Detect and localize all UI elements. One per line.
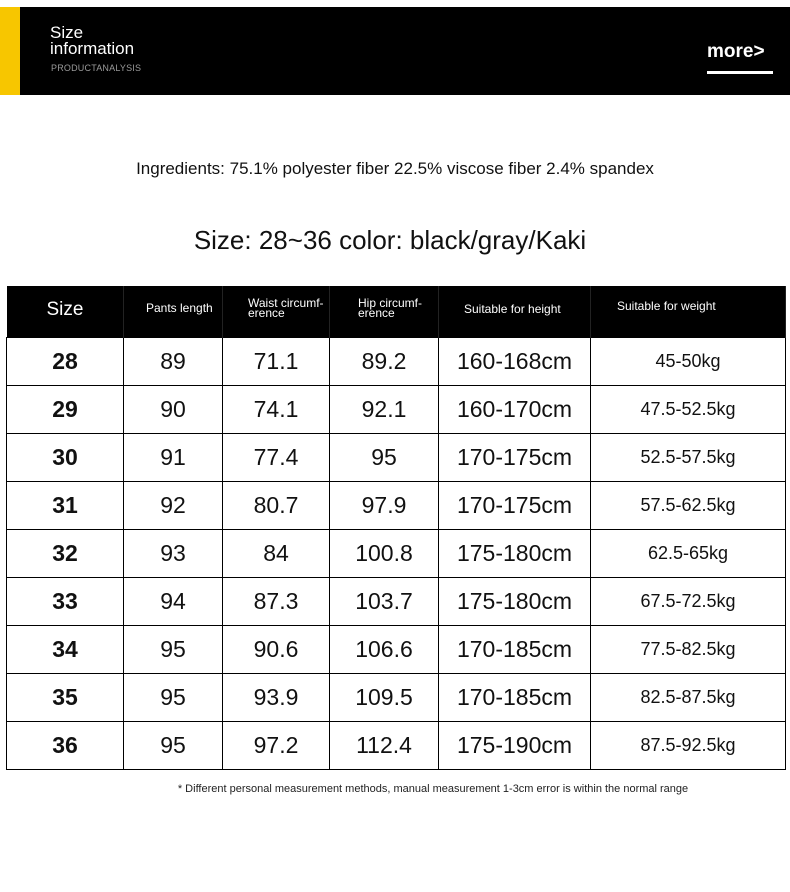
size-color-text: Size: 28~36 color: black/gray/Kaki <box>193 225 587 255</box>
table-cell: 175-180cm <box>439 578 591 626</box>
table-cell: 94 <box>124 578 223 626</box>
table-cell: 84 <box>223 530 330 578</box>
table-cell: 34 <box>7 626 124 674</box>
table-row <box>7 722 786 770</box>
table-cell: 93.9 <box>223 674 330 722</box>
column-header-label: Suitable for height <box>464 302 561 316</box>
banner-subtitle: PRODUCTANALYSIS <box>51 63 142 73</box>
table-cell: 80.7 <box>223 482 330 530</box>
table-cell: 95 <box>124 674 223 722</box>
measurement-note: * Different personal measurement methods, manual measurement 1-3cm error is within the normal range <box>177 783 689 795</box>
table-cell: 67.5-72.5kg <box>591 578 786 626</box>
column-header-label: Pants length <box>146 301 213 315</box>
table-cell: 91 <box>124 434 223 482</box>
table-cell: 52.5-57.5kg <box>591 434 786 482</box>
table-row <box>7 434 786 482</box>
column-header-label: Waist circumf-erence <box>248 296 324 320</box>
table-cell: 170-185cm <box>439 674 591 722</box>
table-cell: 71.1 <box>223 338 330 386</box>
size-table <box>6 286 786 770</box>
table-cell: 57.5-62.5kg <box>591 482 786 530</box>
table-cell: 92.1 <box>330 386 439 434</box>
banner-title: Size information <box>50 23 135 58</box>
column-header-label: Suitable for weight <box>617 299 716 313</box>
column-header <box>124 286 223 338</box>
table-cell: 175-190cm <box>439 722 591 770</box>
table-cell: 74.1 <box>223 386 330 434</box>
table-cell: 97.9 <box>330 482 439 530</box>
column-header <box>7 286 124 338</box>
table-cell: 160-170cm <box>439 386 591 434</box>
table-cell: 89.2 <box>330 338 439 386</box>
table-cell: 93 <box>124 530 223 578</box>
table-cell: 170-175cm <box>439 434 591 482</box>
table-cell: 35 <box>7 674 124 722</box>
table-row <box>7 578 786 626</box>
table-cell: 87.3 <box>223 578 330 626</box>
table-cell: 31 <box>7 482 124 530</box>
more-link[interactable]: more> <box>707 41 765 62</box>
table-cell: 45-50kg <box>591 338 786 386</box>
table-cell: 32 <box>7 530 124 578</box>
table-cell: 82.5-87.5kg <box>591 674 786 722</box>
table-cell: 170-175cm <box>439 482 591 530</box>
table-cell: 33 <box>7 578 124 626</box>
accent-bar <box>0 7 20 95</box>
table-cell: 95 <box>330 434 439 482</box>
table-cell: 170-185cm <box>439 626 591 674</box>
table-cell: 100.8 <box>330 530 439 578</box>
table-cell: 160-168cm <box>439 338 591 386</box>
table-cell: 109.5 <box>330 674 439 722</box>
table-cell: 36 <box>7 722 124 770</box>
table-row <box>7 338 786 386</box>
table-cell: 95 <box>124 626 223 674</box>
header-banner <box>0 7 790 95</box>
column-header <box>330 286 439 338</box>
table-cell: 92 <box>124 482 223 530</box>
table-cell: 112.4 <box>330 722 439 770</box>
more-underline <box>707 71 773 74</box>
table-cell: 77.4 <box>223 434 330 482</box>
table-cell: 106.6 <box>330 626 439 674</box>
table-cell: 47.5-52.5kg <box>591 386 786 434</box>
table-cell: 90.6 <box>223 626 330 674</box>
column-header <box>439 286 591 338</box>
column-header-label: Hip circumf-erence <box>358 296 423 320</box>
table-cell: 89 <box>124 338 223 386</box>
column-header <box>591 286 786 338</box>
table-cell: 97.2 <box>223 722 330 770</box>
table-cell: 30 <box>7 434 124 482</box>
table-row <box>7 386 786 434</box>
table-cell: 90 <box>124 386 223 434</box>
table-row <box>7 530 786 578</box>
table-row <box>7 626 786 674</box>
column-header <box>223 286 330 338</box>
table-cell: 77.5-82.5kg <box>591 626 786 674</box>
table-cell: 29 <box>7 386 124 434</box>
table-cell: 95 <box>124 722 223 770</box>
table-row <box>7 674 786 722</box>
table-cell: 62.5-65kg <box>591 530 786 578</box>
ingredients-text: Ingredients: 75.1% polyester fiber 22.5% viscose fiber 2.4% spandex <box>136 159 654 178</box>
column-header-label: Size <box>46 299 84 320</box>
table-cell: 103.7 <box>330 578 439 626</box>
table-cell: 87.5-92.5kg <box>591 722 786 770</box>
table-cell: 175-180cm <box>439 530 591 578</box>
table-cell: 28 <box>7 338 124 386</box>
table-row <box>7 482 786 530</box>
